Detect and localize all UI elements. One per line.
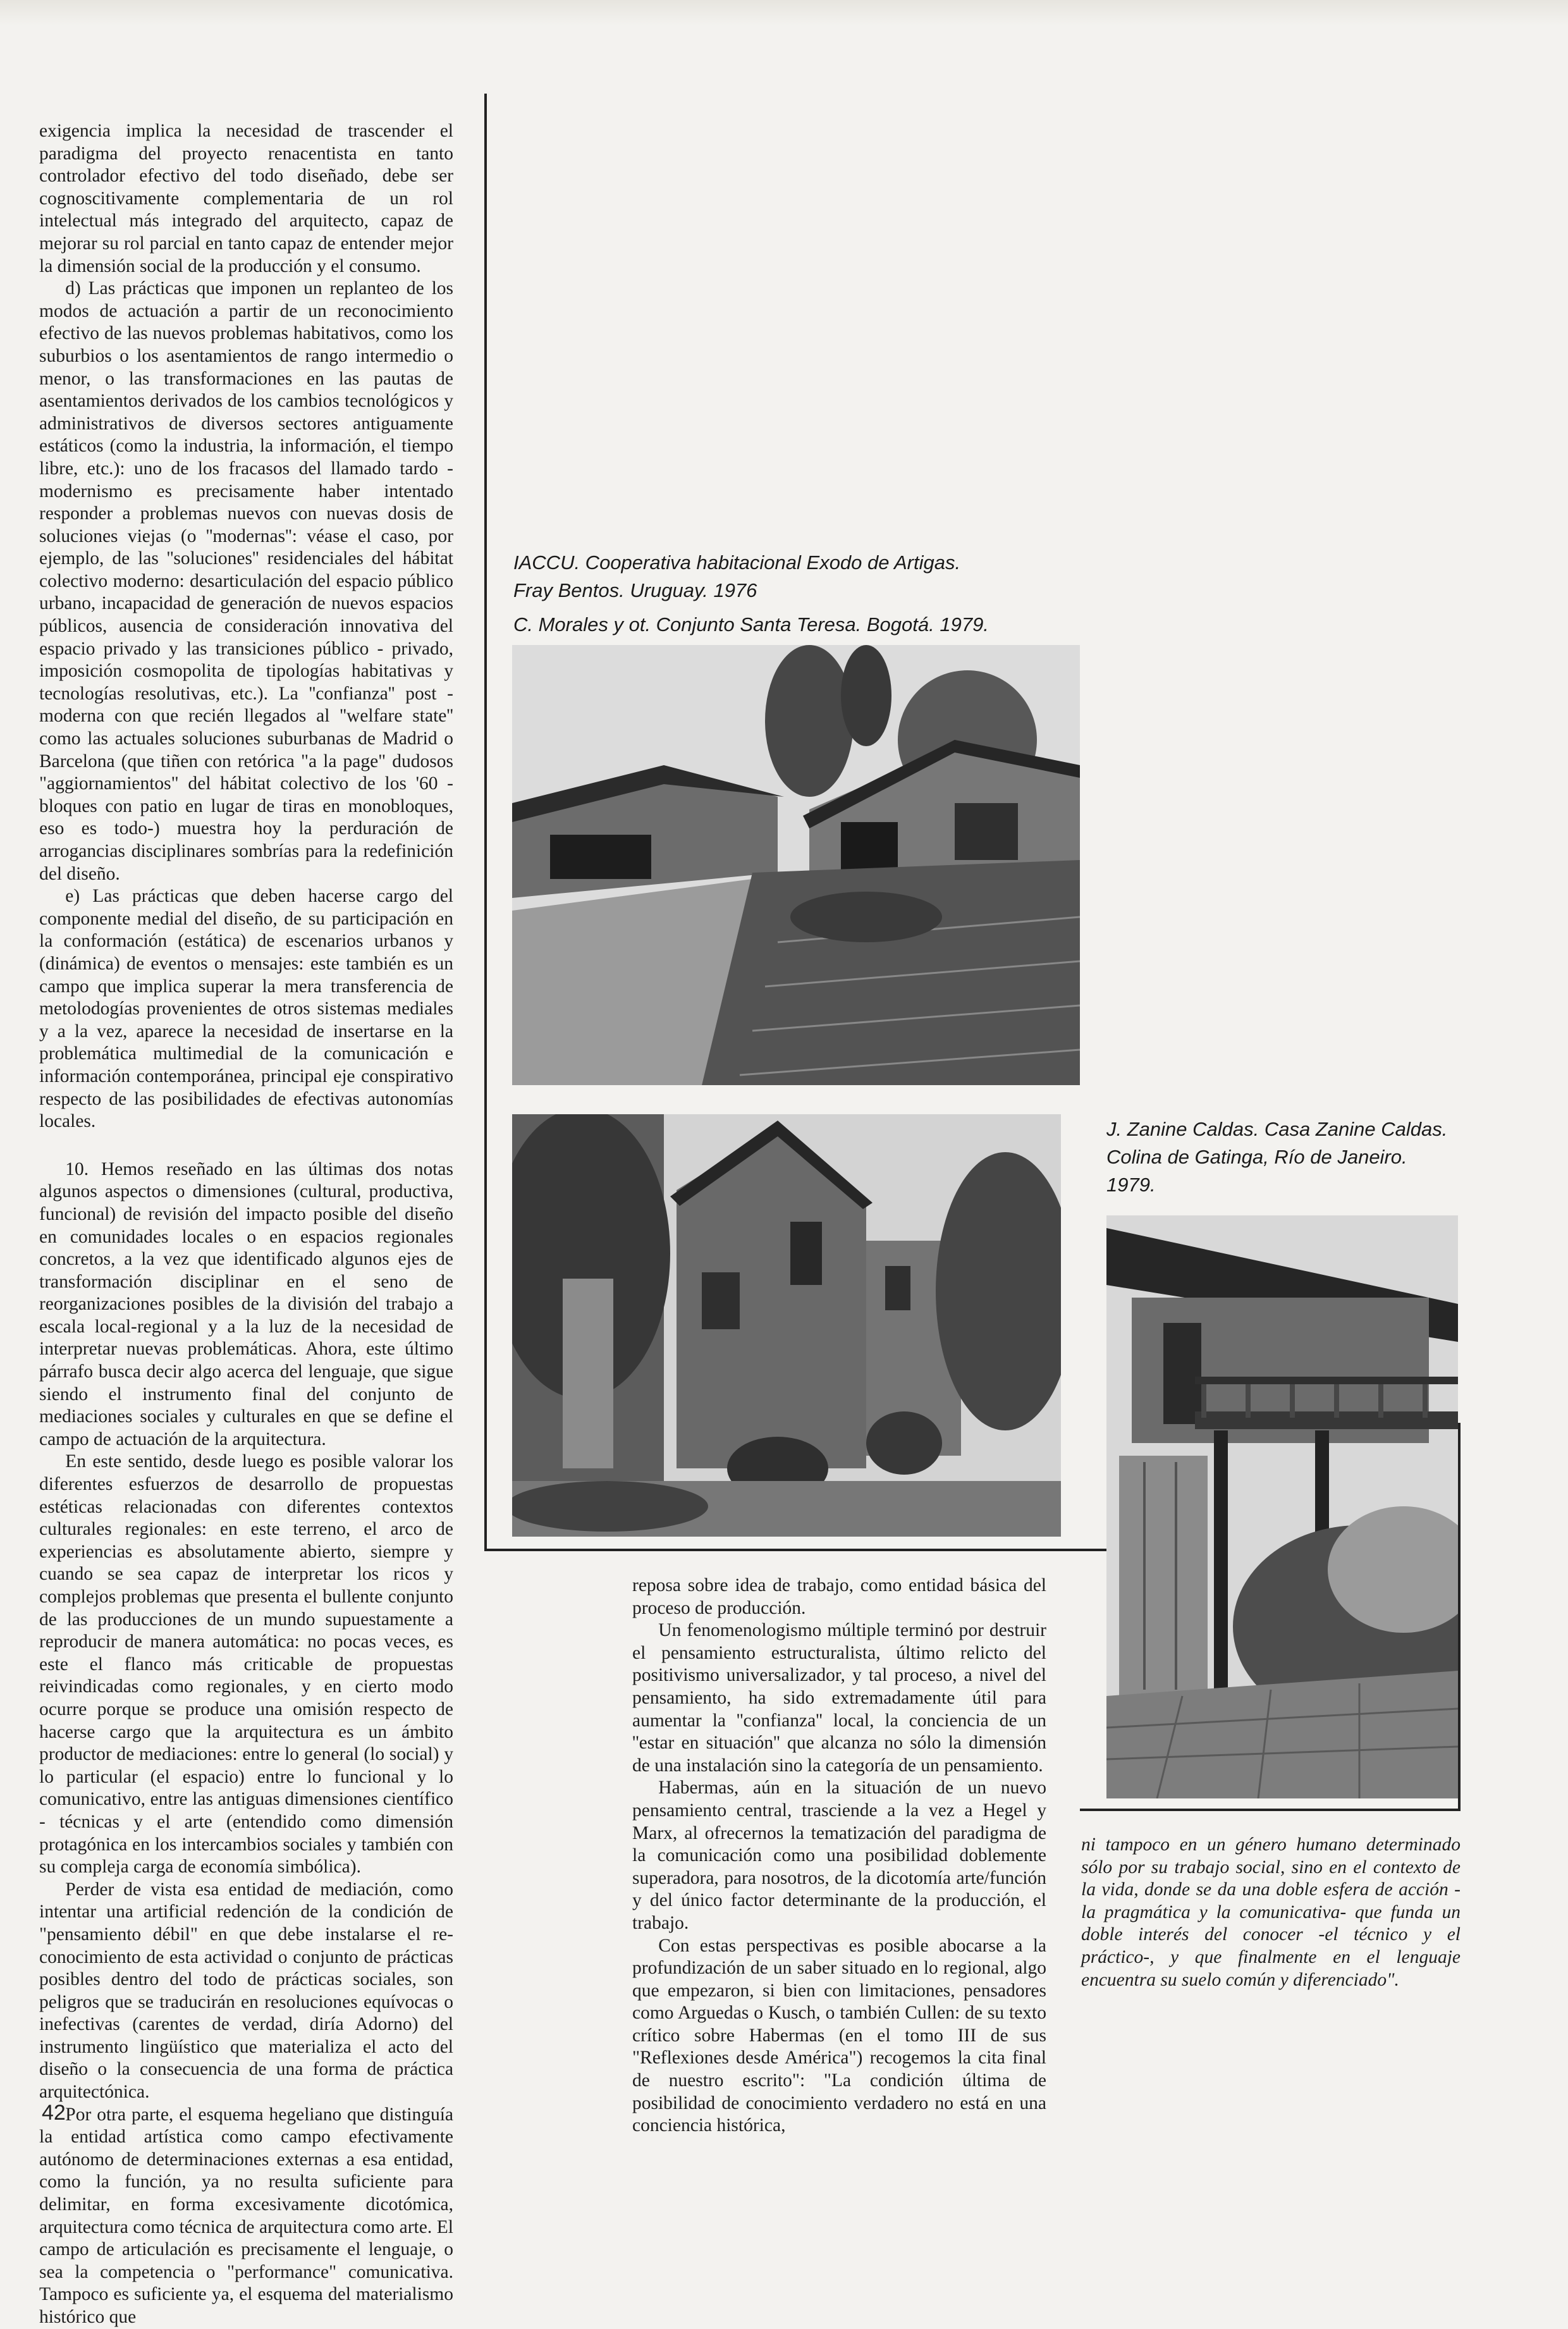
paragraph: En este sentido, desde luego es posible valorar los diferentes esfuerzos de desarrollo de propuestas estéticas relacionadas con diferentes contextos culturales regionales: en este terreno, el arco de experiencias es absolutamente abierto, siempre y cuando se sea capaz de interpretar los ricos y complejos problemas que presenta el bullente conjunto de las producciones de un mundo supuestamente a reproducir de manera automática: no pocas veces, es este el flanco más criticable de propuestas reivindicadas como regionales, y en cierto modo ocurre porque se produce una omisión respecto de hacerse cargo que la arquitectura es un ámbito productor de mediaciones: entre lo general (lo social) y lo particular (el espacio) entre lo funcional y lo comunicativo, entre las antiguas dimensiones científico - técnicas y el arte (entendido como dimensión protagónica en los intercambios sociales y también con su compleja carga de economía simbólica). [39,1451,453,1877]
photo-conjunto-santa-teresa [512,1114,1061,1537]
paragraph: 10. Hemos reseñado en las últimas dos notas algunos aspectos o dimensiones (cultural, productiva, funcional) de revisión del impacto posible del diseño en comunidades locales o en espacios regionales concretos, a la vez que identificado algunos ejes de transformación disciplinar en el seno de reorganizaciones posibles de la división del trabajo a escala local-regional y a la luz de la necesidad de interpretar nuevas problemáticas. Ahora, este último párrafo busca decir algo acerca del lenguaje, que sigue siendo el instrumento final del conjunto de mediaciones sociales y culturales en que se define el campo de actuación de la arquitectura. [39,1158,453,1449]
caption-iaccu-morales [513,549,1007,639]
caption-iaccu-line1: IACCU. Cooperativa habitacional Exodo de Artigas. [513,551,961,574]
left-text-column [39,120,453,2329]
paragraph: Perder de vista esa entidad de mediación, como intentar una artificial redención de la condición de "pensamiento débil" en que debe instalarse el re-conocimiento de esta actividad o conjunto de prácticas posibles dentro del todo de prácticas sociales, son peligros que se traducirán en resoluciones equívocas o inefectivas (carentes de verdad, diría Adorno) del instrumento lingüístico que materializa el acto del diseño o la consecuencia de una forma de práctica arquitectónica. [39,1879,453,2103]
page-top-edge [0,0,1568,25]
right-frame-rule [1458,1423,1461,1810]
caption-zanine-line1: J. Zanine Caldas. Casa Zanine Caldas. [1106,1118,1448,1140]
caption-zanine-line2: Colina de Gatinga, Río de Janeiro. 1979. [1106,1146,1407,1196]
paragraph: d) Las prácticas que imponen un replanteo de los modos de actuación a partir de un reconocimiento efectivo de las nuevos problemas habitativos, como los suburbios o los asentamientos de rango intermedio o menor, o las transformaciones en las pautas de asentamientos derivados de los cambios tecnológicos y administrativos de diversos sectores antiguamente estáticos (como la industria, la información, el tiempo libre, etc.): uno de los fracasos del llamado tardo - modernismo es precisamente haber intentado responder a problemas nuevos con nuevas dosis de soluciones viejas (o ''modernas'': véase el caso, por ejemplo, de las ''soluciones'' residenciales del hábitat colectivo moderno: desarticulación del espacio público urbano, incapacidad de generación de nuevos espacios públicos, ausencia de consideración innovativa del espacio privado y las transiciones público - privado, imposición cosmopolita de tipologías habitativas y tecnologías resolutivas, etc.). La ''confianza'' post - moderna con que recién llegados al ''welfare state'' como las actuales soluciones suburbanas de Madrid o Barcelona (que tiñen con retórica "a la page" dudosos "aggiornamientos" del hábitat colectivo de los '60 -bloques con patio en lugar de tiras en monobloques, eso es todo-) muestra hoy la perduración de arrogancias disciplinares sombrías para la redefinición del diseño. [39,278,453,884]
paragraph: Un fenomenologismo múltiple terminó por destruir el pensamiento estructuralista, último relicto del positivismo universalizador, y tal proceso, a nivel del pensamiento, ha sido extremadamente útil para aumentar la ''confianza'' local, la conciencia de un ''estar en situación'' que alcanza no sólo la dimensión de una instalación sino la categoría de un pensamiento. [632,1620,1046,1776]
middle-text-column [632,1575,1046,2137]
right-text-column [1081,1834,1461,1991]
caption-morales: C. Morales y ot. Conjunto Santa Teresa. Bogotá. 1979. [513,613,989,636]
paragraph: Con estas perspectivas es posible abocarse a la profundización de un saber situado en lo regional, algo que empezaron, si bien con limitaciones, pensadores como Arguedas o Kusch, o también Cullen: de su texto crítico sobre Habermas (en el tomo III de sus "Reflexiones desde América") recogemos la cita final de nuestro escrito": "La condición última de posibilidad de conocimiento verdadero no está en una conciencia histórica, [632,1935,1046,2136]
paragraph: Habermas, aún en la situación de un nuevo pensamiento central, trasciende a la vez a Hegel y Marx, al ofrecernos la tematización del paradigma de la comunicación como una posibilidad doblemente superadora, para nosotros, de la dicotomía arte/función y del único factor determinante de la producción, el trabajo. [632,1778,1046,1933]
paragraph: ni tampoco en un género humano determinado sólo por su trabajo social, sino en el contexto de la vida, donde se da una doble esfera de acción -la pragmática y la comunicativa- que funda un doble interés del conocer -el técnico y el práctico-, y que finalmente en el lenguaje encuentra su suelo común y diferenciado". [1081,1834,1461,1990]
paragraph: Por otra parte, el esquema hegeliano que distinguía la entidad artística como campo efectivamente autónomo de determinaciones externas a esa entidad, como la función, ya no resulta suficiente para delimitar, en forma excesivamente dicotómica, arquitectura como técnica de arquitectura como arte. El campo de articulación es precisamente el lenguaje, o sea la competencia o "performance" comunicativa. Tampoco es suficiente ya, el esquema del materialismo histórico que [39,2104,453,2327]
photo-casa-zanine-caldas [1106,1215,1458,1798]
paragraph: e) Las prácticas que deben hacerse cargo del componente medial del diseño, de su participación en la conformación (estática) de escenarios urbanos y (dinámica) de eventos o mensajes: este también es un campo que implica superar la mera transferencia de metolodogías provenientes de otros sistemas mediales y a la vez, aparece la necesidad de insertarse en la problemática multimedial de la comunicación e información contemporánea, principal eje conspirativo respecto de las posibilidades de efectivas autonomías locales. [39,886,453,1132]
right-bottom-rule [1080,1809,1461,1811]
left-frame-rule [484,94,487,1551]
paragraph: exigencia implica la necesidad de trascender el paradigma del proyecto renacentista en tanto controlador efectivo del todo diseñado, debe ser cognoscitivamente complementaria de un rol intelectual más integrado del arquitecto, capaz de mejorar su rol parcial en tanto capaz de entender mejor la dimensión social de la producción y el consumo. [39,121,453,276]
paragraph: reposa sobre idea de trabajo, como entidad básica del proceso de producción. [632,1575,1046,1618]
caption-zanine-caldas [1106,1115,1461,1199]
page-number: 42 [42,2101,66,2125]
photo-cooperativa-exodo-de-artigas [512,645,1080,1085]
caption-iaccu-line2: Fray Bentos. Uruguay. 1976 [513,579,757,601]
